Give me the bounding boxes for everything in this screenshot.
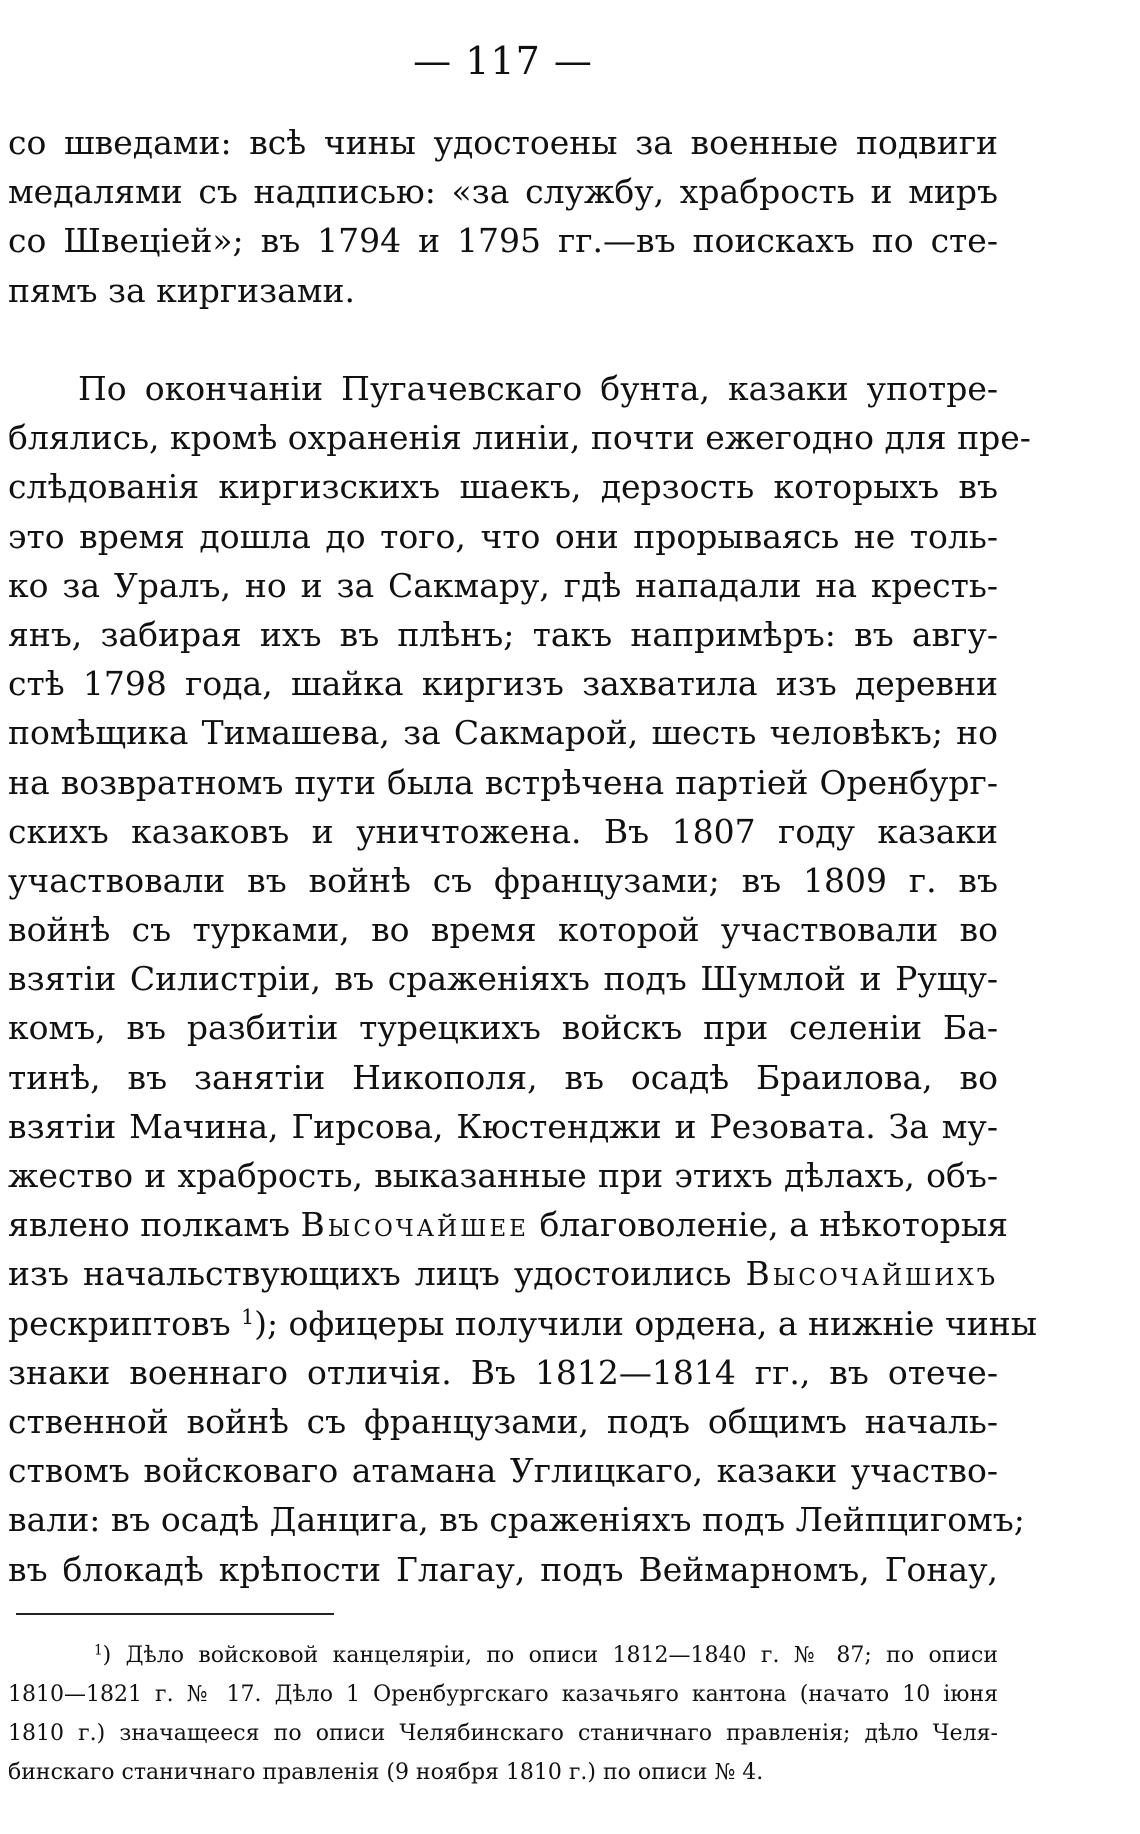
footnotes [8, 1636, 998, 1792]
text-line: комъ, въ разбитіи турецкихъ войскъ при селеніи Ба- [8, 1008, 998, 1048]
footnote-reference: 1 [241, 1304, 255, 1329]
text-line: жество и храбрость, выказанные при этихъ дѣлахъ, объ- [8, 1156, 998, 1195]
text-line: со шведами: всѣ чины удостоены за военные подвиги [8, 123, 998, 162]
emphasized-word: Высочайшее [300, 1205, 529, 1245]
text-line: взятіи Силистріи, въ сраженіяхъ подъ Шумлой и Рущу- [8, 959, 998, 999]
intro-paragraph [8, 118, 998, 315]
footnote-line: 1810—1821 г. № 17. Дѣло 1 Оренбургскаго казачьяго кантона (начато 10 іюня [8, 1682, 998, 1707]
text-line: медалями съ надписью: «за службу, храбрость и миръ [8, 172, 998, 212]
text-line [8, 1200, 1008, 1249]
text-line: пямъ за киргизами. [8, 270, 355, 310]
text-line: ствомъ войсковаго атамана Углицкаго, казаки участво- [8, 1451, 998, 1491]
text-line [8, 1299, 1038, 1348]
footnote-marker: 1 [94, 1642, 103, 1659]
text-line: это время дошла до того, что они прорываясь не толь- [8, 516, 998, 556]
text-line: помѣщика Тимашева, за Сакмарой, шесть человѣкъ; но [8, 713, 998, 753]
text-fragment: явлено полкамъ [8, 1205, 301, 1245]
text-line: вали: въ осадѣ Данцига, въ сраженіяхъ подъ Лейпцигомъ; [8, 1500, 1025, 1540]
text-line: ственной войнѣ съ французами, подъ общимъ началь- [8, 1401, 998, 1441]
text-line: участвовали въ войнѣ съ французами; въ 1809 г. въ [8, 860, 998, 900]
footnote-line: 1810 г.) значащееся по описи Челябинскаго станичнаго правленія; дѣло Челя- [8, 1721, 998, 1746]
text-line: стѣ 1798 года, шайка киргизъ захватила изъ деревни [8, 664, 998, 704]
text-fragment: изъ начальствующихъ лицъ удостоились [8, 1254, 746, 1294]
footnote-line: бинскаго станичнаго правленія (9 ноября 1810 г.) по описи № 4. [8, 1760, 764, 1785]
text-line: взятіи Мачина, Гирсова, Кюстенджи и Резовата. За му- [8, 1106, 998, 1146]
text-line: войнѣ съ турками, во время которой участвовали во [8, 910, 998, 950]
text-line: янъ, забирая ихъ въ плѣнъ; такъ напримѣръ: въ авгу- [8, 614, 998, 654]
text-fragment: рескриптовъ [8, 1303, 242, 1343]
text-line: знаки военнаго отличія. Въ 1812—1814 гг., въ отече- [8, 1352, 998, 1392]
text-line [8, 1249, 998, 1298]
page-number: — 117 — [413, 39, 593, 83]
emphasized-word: Высочайшихъ [745, 1254, 998, 1294]
text-line: По окончаніи Пугачевскаго бунта, казаки употре- [78, 369, 998, 408]
text-fragment: благоволеніе, а нѣкоторыя [528, 1205, 1008, 1245]
text-line: со Швеціей»; въ 1794 и 1795 гг.—въ поискахъ по сте- [8, 221, 998, 261]
text-line: въ блокадѣ крѣпости Глагау, подъ Веймарномъ, Гонау, [8, 1549, 998, 1589]
text-line: тинѣ, въ занятіи Никополя, въ осадѣ Браилова, во [8, 1057, 998, 1097]
text-fragment: ) Дѣло войсковой канцеляріи, по описи 1812—1840 г. № 87; по описи [102, 1643, 998, 1668]
book-page [8, 0, 1038, 1834]
text-line: скихъ казаковъ и уничтожена. Въ 1807 году казаки [8, 811, 998, 851]
footnote-divider [16, 1613, 334, 1615]
main-paragraph [8, 364, 1038, 1594]
text-line: на возвратномъ пути была встрѣчена партіей Оренбург- [8, 762, 998, 802]
text-fragment: ); офицеры получили ордена, а нижніе чины [254, 1303, 1038, 1343]
text-line: слѣдованія киргизскихъ шаекъ, дерзость которыхъ въ [8, 467, 998, 507]
footnote-line [8, 1636, 998, 1675]
text-line: блялись, кромѣ охраненія линіи, почти ежегодно для пре- [8, 418, 1031, 458]
text-line: ко за Уралъ, но и за Сакмару, гдѣ нападали на кресть- [8, 565, 998, 605]
